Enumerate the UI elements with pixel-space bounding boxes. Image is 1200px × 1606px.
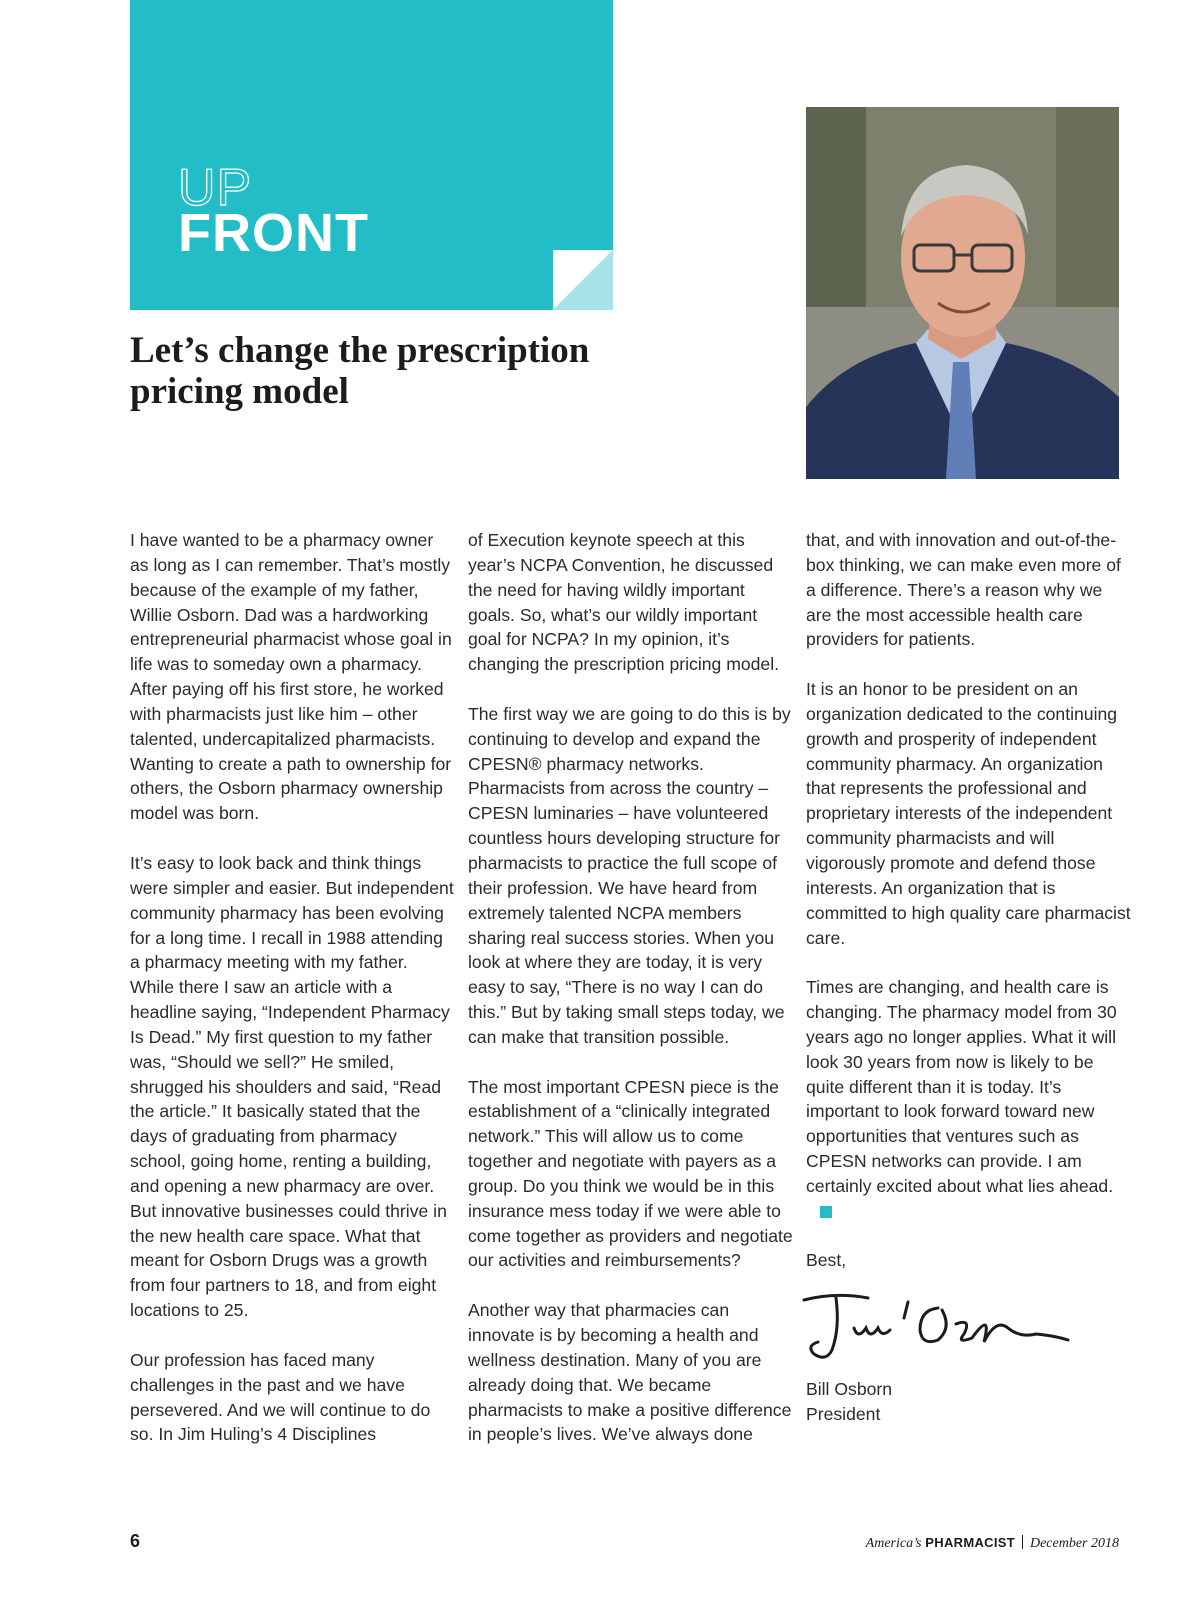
signer-title: President — [806, 1404, 881, 1424]
author-portrait-photo — [806, 107, 1119, 479]
banner-folded-corner — [553, 250, 613, 310]
issue-date: December 2018 — [1029, 1536, 1119, 1551]
section-label-front: FRONT — [178, 203, 369, 263]
page-number: 6 — [130, 1531, 141, 1551]
signature-icon — [796, 1288, 1076, 1368]
paragraph: The most important CPESN piece is the establishment of a “clinically integrated network.” This will allow us to come together and negotiate with payers as a group. Do you think we would be in this insurance mess today if we were able to come together as providers and negotiate our activities and reimbursements? — [468, 1076, 793, 1271]
publication-prefix: America’s — [865, 1536, 922, 1551]
end-of-article-square-icon — [820, 1206, 832, 1218]
paragraph: It’s easy to look back and think things were simpler and easier. But independent community pharmacy has been evolving for a long time. I recall in 1988 attending a pharmacy meeting with my father. While there I saw an article with a headline saying, “Independent Pharmacy Is Dead.” My first question to my father was, “Should we sell?” He smiled, shrugged his shoulders and said, “Read the article.” It basically stated that the days of graduating from pharmacy school, going home, renting a building, and opening a new pharmacy are over. But innovative businesses could thrive in the new health care space. What that meant for Osborn Drugs was a growth from four partners to 18, and from eight locations to 25. — [130, 852, 454, 1321]
article-column-1 — [130, 528, 455, 1472]
closing-salutation: Best, — [806, 1250, 847, 1271]
paragraph: that, and with innovation and out-of-the-box thinking, we can make even more of a difference. There’s a reason why we are the most accessible health care providers for patients. — [806, 530, 1121, 650]
paragraph: Another way that pharmacies can innovate is by becoming a health and wellness destination. Many of you are already doing that. We became pharmacists to make a positive difference in people’s lives. We’ve always done — [468, 1300, 792, 1445]
paragraph: Our profession has faced many challenges in the past and we have persevered. And we will continue to do so. In Jim Huling’s 4 Disciplines — [130, 1349, 431, 1445]
section-banner — [130, 0, 613, 310]
publication-name: PHARMACIST — [925, 1535, 1015, 1550]
paragraph: I have wanted to be a pharmacy owner as long as I can remember. That’s mostly because of the example of my father, Willie Osborn. Dad was a hardworking entrepreneurial pharmacist whose goal in life was to someday own a pharmacy. After paying off his first store, he worked with pharmacists just like him – other talented, undercapitalized pharmacists. Wanting to create a path to ownership for others, the Osborn pharmacy ownership model was born. — [130, 530, 452, 824]
paragraph: The first way we are going to do this is by continuing to develop and expand the CPESN® pharmacy networks. Pharmacists from across the country – CPESN luminaries – have volunteered countless hours developing structure for pharmacists to practice the full scope of their profession. We have heard from extremely talented NCPA members sharing real success stories. When you look at where they are today, it is very easy to say, “There is no way I can do this.” But by taking small steps today, we can make that transition possible. — [468, 703, 791, 1047]
paragraph: of Execution keynote speech at this year’s NCPA Convention, he discussed the need for having wildly important goals. So, what’s our wildly important goal for NCPA? In my opinion, it’s changing the prescription pricing model. — [468, 530, 780, 675]
portrait-photo-icon — [806, 107, 1119, 479]
footer-divider — [1022, 1535, 1023, 1549]
paragraph-with-end-mark — [806, 975, 1131, 1223]
article-column-2 — [468, 528, 793, 1472]
paragraph: It is an honor to be president on an organization dedicated to the continuing growth and prosperity of independent community pharmacy. An organization that represents the professional and proprietary interests of the independent community pharmacists and will vigorously promote and defend those interests. An organization that is committed to high quality care pharmacist care. — [806, 679, 1131, 948]
paragraph: Times are changing, and health care is changing. The pharmacy model from 30 years ago no longer applies. What it will look 30 years from now is likely to be quite different than it is today. It’s important to look forward toward new opportunities that ventures such as CPESN networks can provide. I am certainly excited about what lies ahead. — [806, 977, 1117, 1196]
article-column-3 — [806, 528, 1131, 1298]
publication-footer — [866, 1534, 1119, 1552]
section-label-up: UP — [178, 159, 253, 217]
article-headline: Let’s change the prescription pricing model — [130, 330, 590, 412]
signer-name: Bill Osborn — [806, 1379, 893, 1399]
